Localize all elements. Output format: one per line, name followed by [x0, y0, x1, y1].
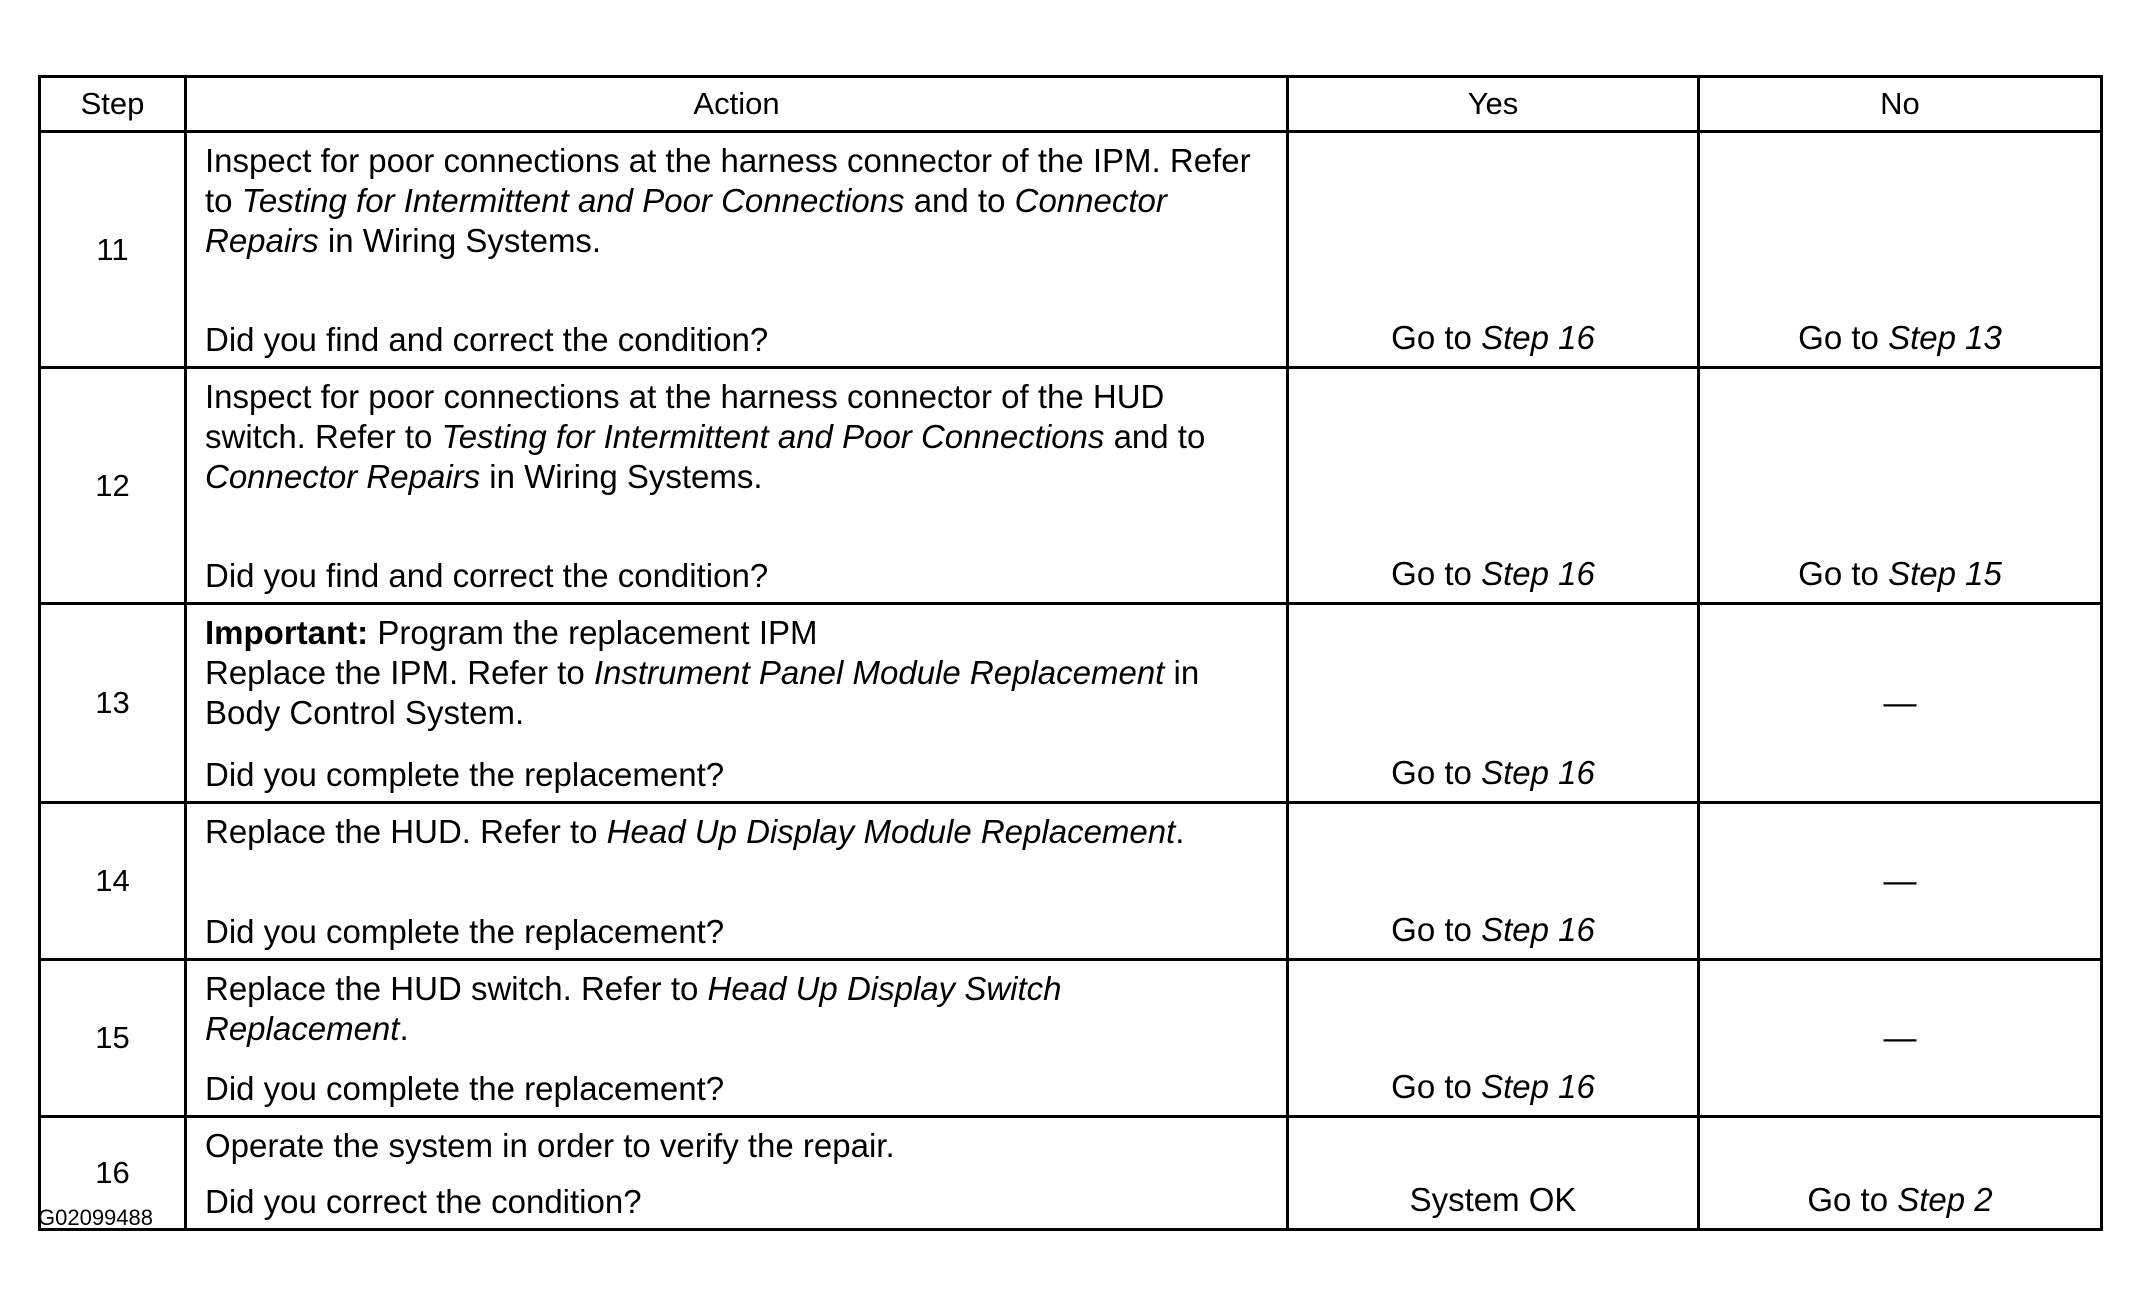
step-question: Did you find and correct the condition? — [205, 321, 769, 358]
step-column-header: Step — [40, 77, 186, 132]
step-number: 13 — [40, 604, 186, 803]
reference-title: Head Up Display Switch Replacement — [205, 970, 1062, 1047]
reference-title: Instrument Panel Module Replacement — [593, 654, 1165, 691]
action-instructions — [205, 1126, 1268, 1166]
yes-result — [1288, 803, 1699, 960]
goto-prefix: Go to — [1391, 754, 1482, 791]
yes-result — [1288, 368, 1699, 604]
goto-step-link: Step 16 — [1481, 754, 1595, 791]
table-row — [40, 803, 2102, 960]
reference-title: Connector Repairs — [205, 182, 1167, 259]
yes-column-header: Yes — [1288, 77, 1699, 132]
goto-prefix: Go to — [1807, 1181, 1898, 1218]
action-instruction — [205, 377, 1268, 497]
no-result-not-applicable: — — [1699, 960, 2102, 1117]
table-row — [40, 1117, 2102, 1230]
action-instruction — [205, 969, 1268, 1049]
action-cell — [186, 1117, 1288, 1230]
instruction-text: . — [1175, 813, 1185, 850]
action-instructions — [205, 613, 1268, 733]
goto-step-link: Step 13 — [1888, 319, 2002, 356]
action-cell — [186, 960, 1288, 1117]
table-header-row — [40, 77, 2102, 132]
no-result-not-applicable: — — [1699, 604, 2102, 803]
action-instruction — [205, 613, 1268, 653]
action-cell — [186, 132, 1288, 368]
goto-step-link: Step 16 — [1481, 911, 1595, 948]
step-number: 14 — [40, 803, 186, 960]
reference-title: Testing for Intermittent and Poor Connections — [241, 182, 905, 219]
step-number: 16 — [40, 1117, 186, 1230]
action-content — [187, 369, 1286, 602]
step-question: Did you complete the replacement? — [205, 756, 725, 793]
action-cell — [186, 604, 1288, 803]
action-content — [187, 1118, 1286, 1228]
instruction-text: Replace the HUD. Refer to — [205, 813, 607, 850]
action-column-header: Action — [186, 77, 1288, 132]
yes-result — [1288, 132, 1699, 368]
no-result — [1699, 132, 2102, 368]
action-instruction — [205, 141, 1268, 261]
goto-prefix: Go to — [1391, 1068, 1482, 1105]
instruction-text: Operate the system in order to verify the repair. — [205, 1127, 895, 1164]
table-row — [40, 132, 2102, 368]
instruction-text: Inspect for poor connections at the harness connector of the HUD switch. Refer to — [205, 378, 1165, 455]
action-instructions — [205, 969, 1268, 1049]
table-body — [40, 132, 2102, 1230]
action-instructions — [205, 377, 1268, 497]
goto-prefix: Go to — [1798, 319, 1889, 356]
table-row — [40, 604, 2102, 803]
yes-result — [1288, 960, 1699, 1117]
instruction-text: Replace the IPM. Refer to — [205, 654, 594, 691]
goto-step-link: Step 16 — [1481, 319, 1595, 356]
instruction-text: in Wiring Systems. — [480, 458, 763, 495]
result-text: System OK — [1409, 1181, 1577, 1218]
step-number: 15 — [40, 960, 186, 1117]
instruction-text: in Wiring Systems. — [318, 222, 602, 259]
action-content — [187, 804, 1286, 958]
goto-prefix: Go to — [1391, 555, 1482, 592]
table-row — [40, 368, 2102, 604]
action-instructions — [205, 812, 1268, 852]
instruction-text: and to — [1104, 418, 1206, 455]
action-instruction — [205, 812, 1268, 852]
goto-step-link: Step 16 — [1481, 1068, 1595, 1105]
instruction-text: Replace the HUD switch. Refer to — [205, 970, 708, 1007]
action-instruction — [205, 1126, 1268, 1166]
action-cell — [186, 368, 1288, 604]
yes-result — [1288, 1117, 1699, 1230]
step-question: Did you complete the replacement? — [205, 1070, 725, 1107]
goto-prefix: Go to — [1391, 911, 1482, 948]
figure-id: G02099488 — [38, 1205, 153, 1230]
table-row — [40, 960, 2102, 1117]
no-result — [1699, 368, 2102, 604]
step-number: 11 — [40, 132, 186, 368]
action-instruction — [205, 653, 1268, 733]
action-cell — [186, 803, 1288, 960]
instruction-text: . — [399, 1010, 409, 1047]
instruction-text: and to — [904, 182, 1015, 219]
instruction-text: in Body Control System. — [205, 654, 1200, 731]
action-content — [187, 605, 1286, 801]
no-result-not-applicable: — — [1699, 803, 2102, 960]
instruction-text: Program the replacement IPM — [368, 614, 818, 651]
action-instructions — [205, 141, 1268, 261]
reference-title: Testing for Intermittent and Poor Connections — [441, 418, 1105, 455]
reference-title: Connector Repairs — [205, 458, 481, 495]
step-question: Did you correct the condition? — [205, 1183, 642, 1220]
goto-step-link: Step 15 — [1888, 555, 2002, 592]
instruction-text: Inspect for poor connections at the harness connector of the IPM. Refer to — [205, 142, 1251, 219]
step-question: Did you find and correct the condition? — [205, 557, 769, 594]
diagnostic-step-table — [38, 75, 2103, 1231]
step-number: 12 — [40, 368, 186, 604]
reference-title: Head Up Display Module Replacement — [606, 813, 1176, 850]
no-result — [1699, 1117, 2102, 1230]
important-label: Important: — [205, 614, 369, 651]
action-content — [187, 961, 1286, 1115]
goto-step-link: Step 2 — [1897, 1181, 1993, 1218]
goto-prefix: Go to — [1798, 555, 1889, 592]
step-question: Did you complete the replacement? — [205, 913, 725, 950]
action-content — [187, 133, 1286, 366]
no-column-header: No — [1699, 77, 2102, 132]
yes-result — [1288, 604, 1699, 803]
goto-step-link: Step 16 — [1481, 555, 1595, 592]
goto-prefix: Go to — [1391, 319, 1482, 356]
